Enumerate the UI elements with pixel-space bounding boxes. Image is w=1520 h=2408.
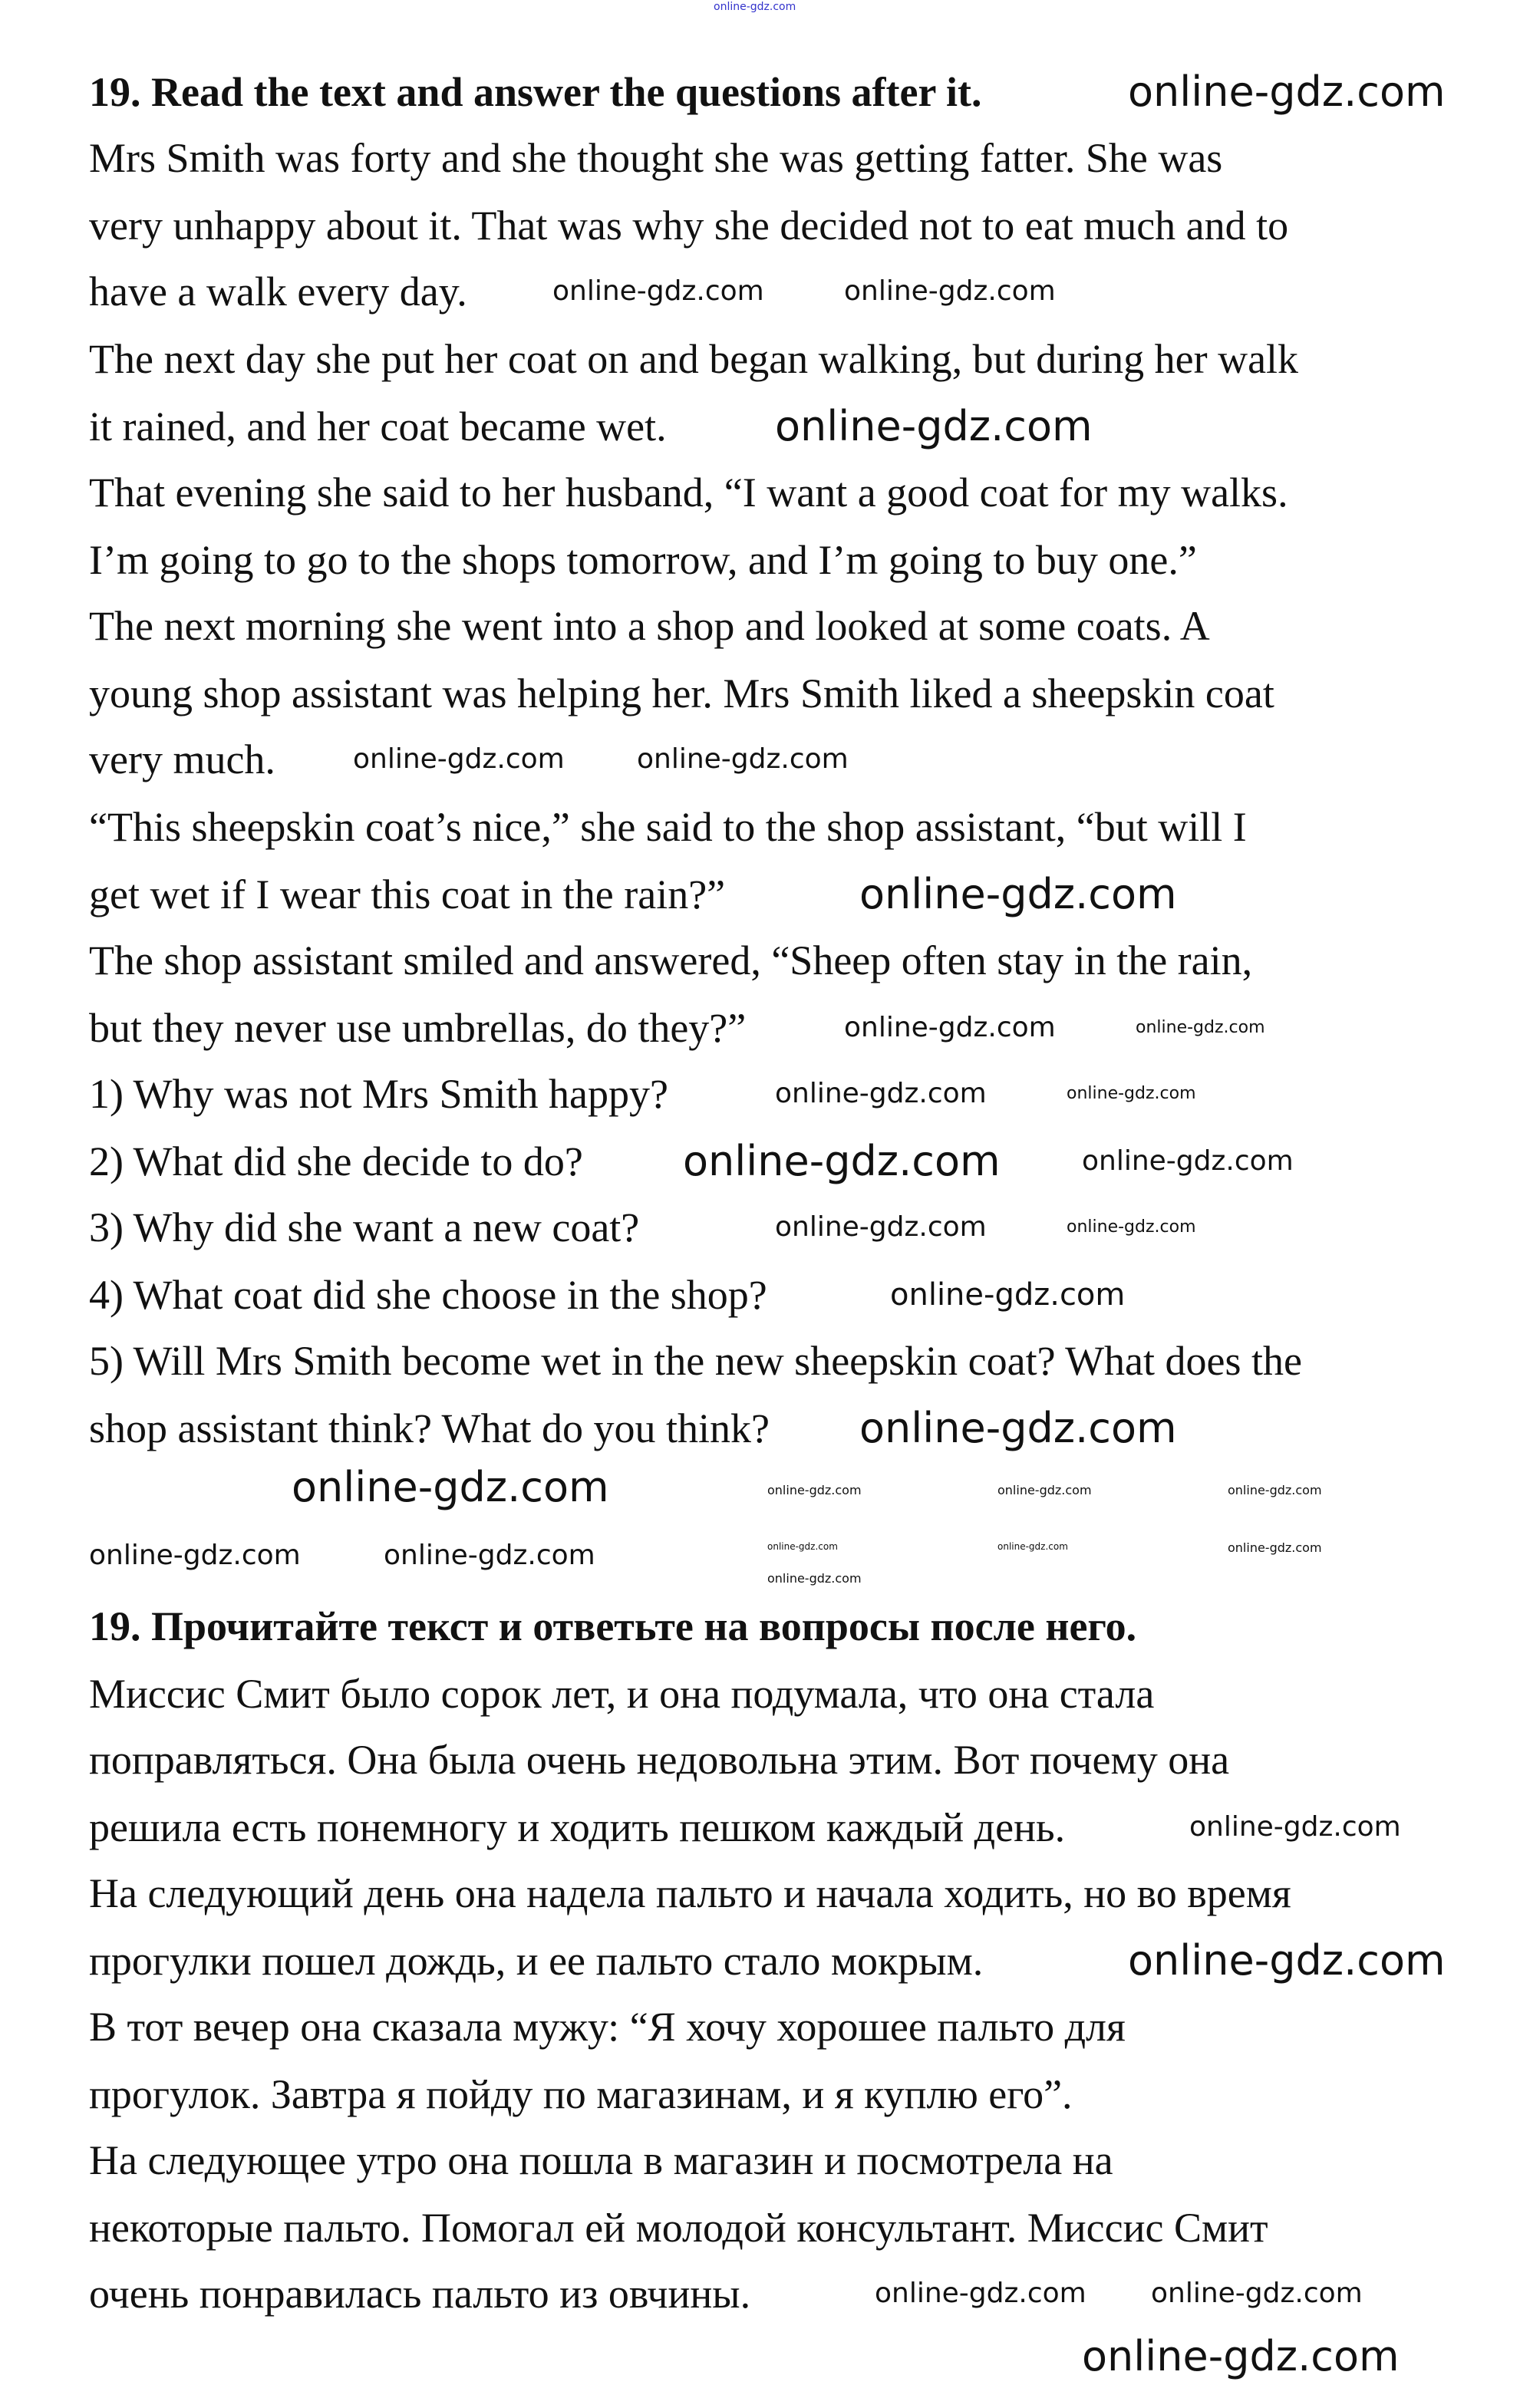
text-line: very unhappy about it. That was why she decided not to eat much and to — [89, 203, 1289, 249]
question: shop assistant think? What do you think? — [89, 1405, 770, 1451]
text-line: The next day she put her coat on and began walking, but during her walk — [89, 336, 1299, 382]
text-line: it rained, and her coat became wet. — [89, 404, 667, 450]
text-line: решила есть понемногу и ходить пешком каждый день. — [89, 1804, 1066, 1850]
watermark: online-gdz.com — [1067, 1217, 1196, 1237]
watermark: online-gdz.com — [1128, 68, 1446, 116]
question: 3) Why did she want a new coat? — [89, 1204, 640, 1250]
watermark: online-gdz.com — [767, 1483, 862, 1497]
text-line: В тот вечер она сказала мужу: “Я хочу хорошее пальто для — [89, 2004, 1126, 2050]
watermark: online-gdz.com — [775, 1078, 987, 1109]
watermark: online-gdz.com — [775, 402, 1093, 450]
text-line: некоторые пальто. Помогал ей молодой консультант. Миссис Смит — [89, 2205, 1268, 2251]
watermark: online-gdz.com — [1228, 1540, 1322, 1555]
top-watermark: online-gdz.com — [714, 1, 796, 13]
watermark: online-gdz.com — [844, 275, 1056, 307]
text-line: прогулок. Завтра я пойду по магазинам, и я куплю его”. — [89, 2071, 1073, 2117]
watermark: online-gdz.com — [767, 1541, 838, 1552]
watermark: online-gdz.com — [384, 1540, 595, 1571]
text-line: очень понравилась пальто из овчины. — [89, 2271, 751, 2317]
watermark: online-gdz.com — [767, 1571, 862, 1586]
watermark: online-gdz.com — [1228, 1483, 1322, 1497]
watermark: online-gdz.com — [1151, 2278, 1363, 2309]
text-line: I’m going to go to the shops tomorrow, and I’m going to buy one.” — [89, 537, 1197, 583]
text-line: Mrs Smith was forty and she thought she was getting fatter. She was — [89, 135, 1223, 181]
text-line: На следующий день она надела пальто и начала ходить, но во время — [89, 1870, 1291, 1916]
watermark: online-gdz.com — [1067, 1084, 1196, 1103]
watermark: online-gdz.com — [353, 743, 565, 775]
question: 5) Will Mrs Smith become wet in the new sheepskin coat? What does the — [89, 1338, 1302, 1384]
text-line: but they never use umbrellas, do they?” — [89, 1005, 747, 1051]
watermark: online-gdz.com — [89, 1540, 301, 1571]
watermark: online-gdz.com — [875, 2278, 1086, 2309]
text-line: “This sheepskin coat’s nice,” she said to the shop assistant, “but will I — [89, 804, 1247, 850]
exercise-title: 19. Read the text and answer the questions after it. — [89, 69, 982, 115]
text-line: The next morning she went into a shop and looked at some coats. A — [89, 603, 1210, 649]
text-line: The shop assistant smiled and answered, “Sheep often stay in the rain, — [89, 937, 1253, 983]
text-line: very much. — [89, 736, 275, 782]
watermark: online-gdz.com — [292, 1463, 609, 1511]
watermark: online-gdz.com — [997, 1483, 1092, 1497]
exercise-title-russian: 19. Прочитайте текст и ответьте на вопросы после него. — [89, 1603, 1137, 1649]
text-line: That evening she said to her husband, “I want a good coat for my walks. — [89, 469, 1288, 516]
question: 4) What coat did she choose in the shop? — [89, 1272, 767, 1318]
question: 1) Why was not Mrs Smith happy? — [89, 1071, 668, 1117]
text-line: have a walk every day. — [89, 268, 467, 315]
text-line: Миссис Смит было сорок лет, и она подумала, что она стала — [89, 1671, 1155, 1717]
watermark: online-gdz.com — [1189, 1811, 1401, 1843]
watermark: online-gdz.com — [775, 1211, 987, 1243]
text-line: На следующее утро она пошла в магазин и посмотрела на — [89, 2137, 1113, 2183]
watermark: online-gdz.com — [683, 1137, 1001, 1185]
watermark: online-gdz.com — [552, 275, 764, 307]
watermark: online-gdz.com — [1128, 1936, 1446, 1985]
text-line: поправляться. Она была очень недовольна этим. Вот почему она — [89, 1737, 1230, 1783]
watermark: online-gdz.com — [844, 1012, 1056, 1043]
text-line: прогулки пошел дождь, и ее пальто стало мокрым. — [89, 1938, 984, 1984]
watermark: online-gdz.com — [1082, 2332, 1400, 2380]
watermark: online-gdz.com — [890, 1277, 1126, 1313]
watermark: online-gdz.com — [1082, 1145, 1294, 1177]
text-line: get wet if I wear this coat in the rain?” — [89, 871, 726, 917]
watermark: online-gdz.com — [997, 1541, 1068, 1552]
text-line: young shop assistant was helping her. Mrs Smith liked a sheepskin coat — [89, 670, 1274, 716]
watermark: online-gdz.com — [859, 870, 1177, 918]
watermark: online-gdz.com — [1136, 1018, 1265, 1037]
watermark: online-gdz.com — [637, 743, 849, 775]
question: 2) What did she decide to do? — [89, 1138, 583, 1184]
watermark: online-gdz.com — [859, 1404, 1177, 1452]
